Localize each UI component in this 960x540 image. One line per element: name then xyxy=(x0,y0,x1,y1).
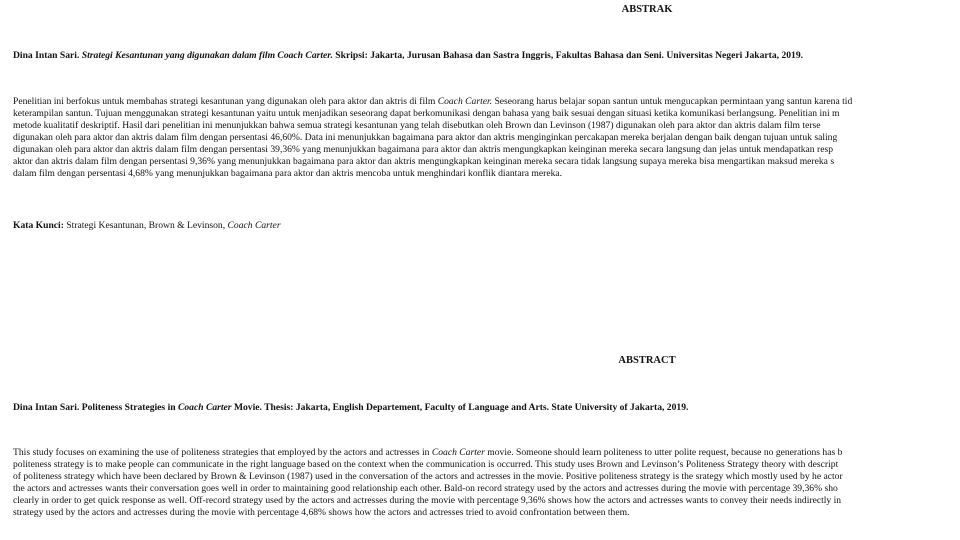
line-text: metode kualitatif deskriptif. Hasil dari penelitian ini menunjukkan bahwa semua strategi kesantunan yang telah disebutkan oleh Brown dan Levinson (1987) digunakan oleh para aktor dan aktris dalam film terse xyxy=(13,120,821,131)
abstract-byline-post: Movie. Thesis: Jakarta, English Departement, Faculty of Language and Arts. State University of Jakarta, 2019. xyxy=(231,402,689,413)
line-text: This study focuses on examining the use of politeness strategies that employed by the actors and actresses in xyxy=(13,447,432,458)
line-text: keterampilan santun. Tujuan menggunakan strategi kesantunan yaitu untuk menjadikan seseorang dapat berkomunikasi dengan bahasa yang baik sesuai dengan situasi ketika komunikasi berlangsung. Penelitian ini m xyxy=(13,108,840,119)
keywords-italic: Coach Carter xyxy=(227,220,281,231)
abstrak-body-line xyxy=(13,168,562,179)
line-italic-text: Coach Carter. xyxy=(437,96,493,107)
abstrak-byline-title: Strategi Kesantunan yang digunakan dalam film Coach Carter. xyxy=(81,50,333,61)
line-text: Penelitian ini berfokus untuk membahas strategi kesantunan yang digunakan oleh para aktor dan aktris di film xyxy=(13,96,438,107)
keywords-text: Strategi Kesantunan, Brown & Levinson, xyxy=(63,220,228,231)
abstract-body-line xyxy=(13,447,842,458)
abstrak-body-line xyxy=(13,96,852,107)
line-text: dalam film dengan persentasi 4,68% yang menunjukkan bagaimana para aktor dan aktris mencoba untuk menghindari konflik diantara mereka. xyxy=(13,168,563,179)
keywords-label: Kata Kunci: xyxy=(13,220,64,231)
abstrak-byline-rest: Skripsi: Jakarta, Jurusan Bahasa dan Sastra Inggris, Fakultas Bahasa dan Seni. Universitas Negeri Jakarta, 2019. xyxy=(332,50,804,61)
line-text: clearly in order to get quick response as well. Off-record strategy used by the actors and actresses during the movie with percentage 9,36% shows how the actors and actresses wants to convey their needs indirectly in xyxy=(13,495,842,506)
line-text: the actors and actresses wants their conversation goes well in order to maintaining good relationship each other. Bald-on record strategy used by the actors and actresses during the movie with percentage 39,36% sho xyxy=(13,483,838,494)
line-text: politeness strategy is to make people can communicate in the right language based on the context when the communication is occurred. This study uses Brown and Levinson’s Politeness Strategy theory with descript xyxy=(13,459,839,470)
line-text: digunakan oleh para aktor dan aktris dalam film dengan persentasi 39,36% yang menunjukkan bagaimana para aktor dan aktris mengungkapkan keinginan mereka secara langsung dan jelas untuk mendapatkan resp xyxy=(13,144,833,155)
abstract-body-line xyxy=(13,459,838,470)
abstract-heading: ABSTRACT xyxy=(618,355,676,366)
abstract-byline-pre: Dina Intan Sari. Politeness Strategies in xyxy=(13,402,178,413)
abstrak-keywords xyxy=(13,220,281,231)
abstract-body-line xyxy=(13,471,843,482)
abstrak-heading: ABSTRAK xyxy=(621,4,673,15)
abstrak-body-line xyxy=(13,132,837,143)
abstrak-byline xyxy=(13,50,803,61)
abstract-body-line xyxy=(13,507,629,518)
line-text: aktor dan aktris dalam film dengan persentasi 9,36% yang menunjukkan bagaimana para aktor dan aktris mengungkapkan keinginan mereka secara tidak langsung supaya mereka bisa mengartikan maksud mereka s xyxy=(13,156,835,167)
line-text: digunakan oleh para aktor dan aktris dalam film dengan persentasi 46,60%. Data ini menunjukkan bagaimana para aktor dan aktris menginginkan percakapan mereka berjalan dengan baik dengan tujuan untuk saling xyxy=(13,132,838,143)
abstract-body-line xyxy=(13,483,838,494)
line-text: movie. Someone should learn politeness to utter polite request, because no generations has b xyxy=(484,447,843,458)
abstrak-body-line xyxy=(13,144,833,155)
abstrak-body-line xyxy=(13,108,839,119)
line-text: strategy used by the actors and actresses during the movie with percentage 4,68% shows how the actors and actresses tried to avoid confrontation between them. xyxy=(13,507,630,518)
line-text: Seseorang harus belajar sopan santun untuk mengucapkan permintaan yang santun karena tid xyxy=(492,96,853,107)
line-italic-text: Coach Carter xyxy=(431,447,485,458)
abstract-byline xyxy=(13,402,688,413)
abstract-body-line xyxy=(13,495,841,506)
abstrak-byline-author: Dina Intan Sari. xyxy=(13,50,82,61)
abstrak-body-line xyxy=(13,156,834,167)
abstrak-body-line xyxy=(13,120,821,131)
line-text: of politeness strategy which have been declared by Brown & Levinson (1987) used in the conversation of the actors and actresses in the movie. Positive politeness strategy is the srategy which mostly used by he actor xyxy=(13,471,843,482)
abstract-byline-title: Coach Carter xyxy=(177,402,232,413)
